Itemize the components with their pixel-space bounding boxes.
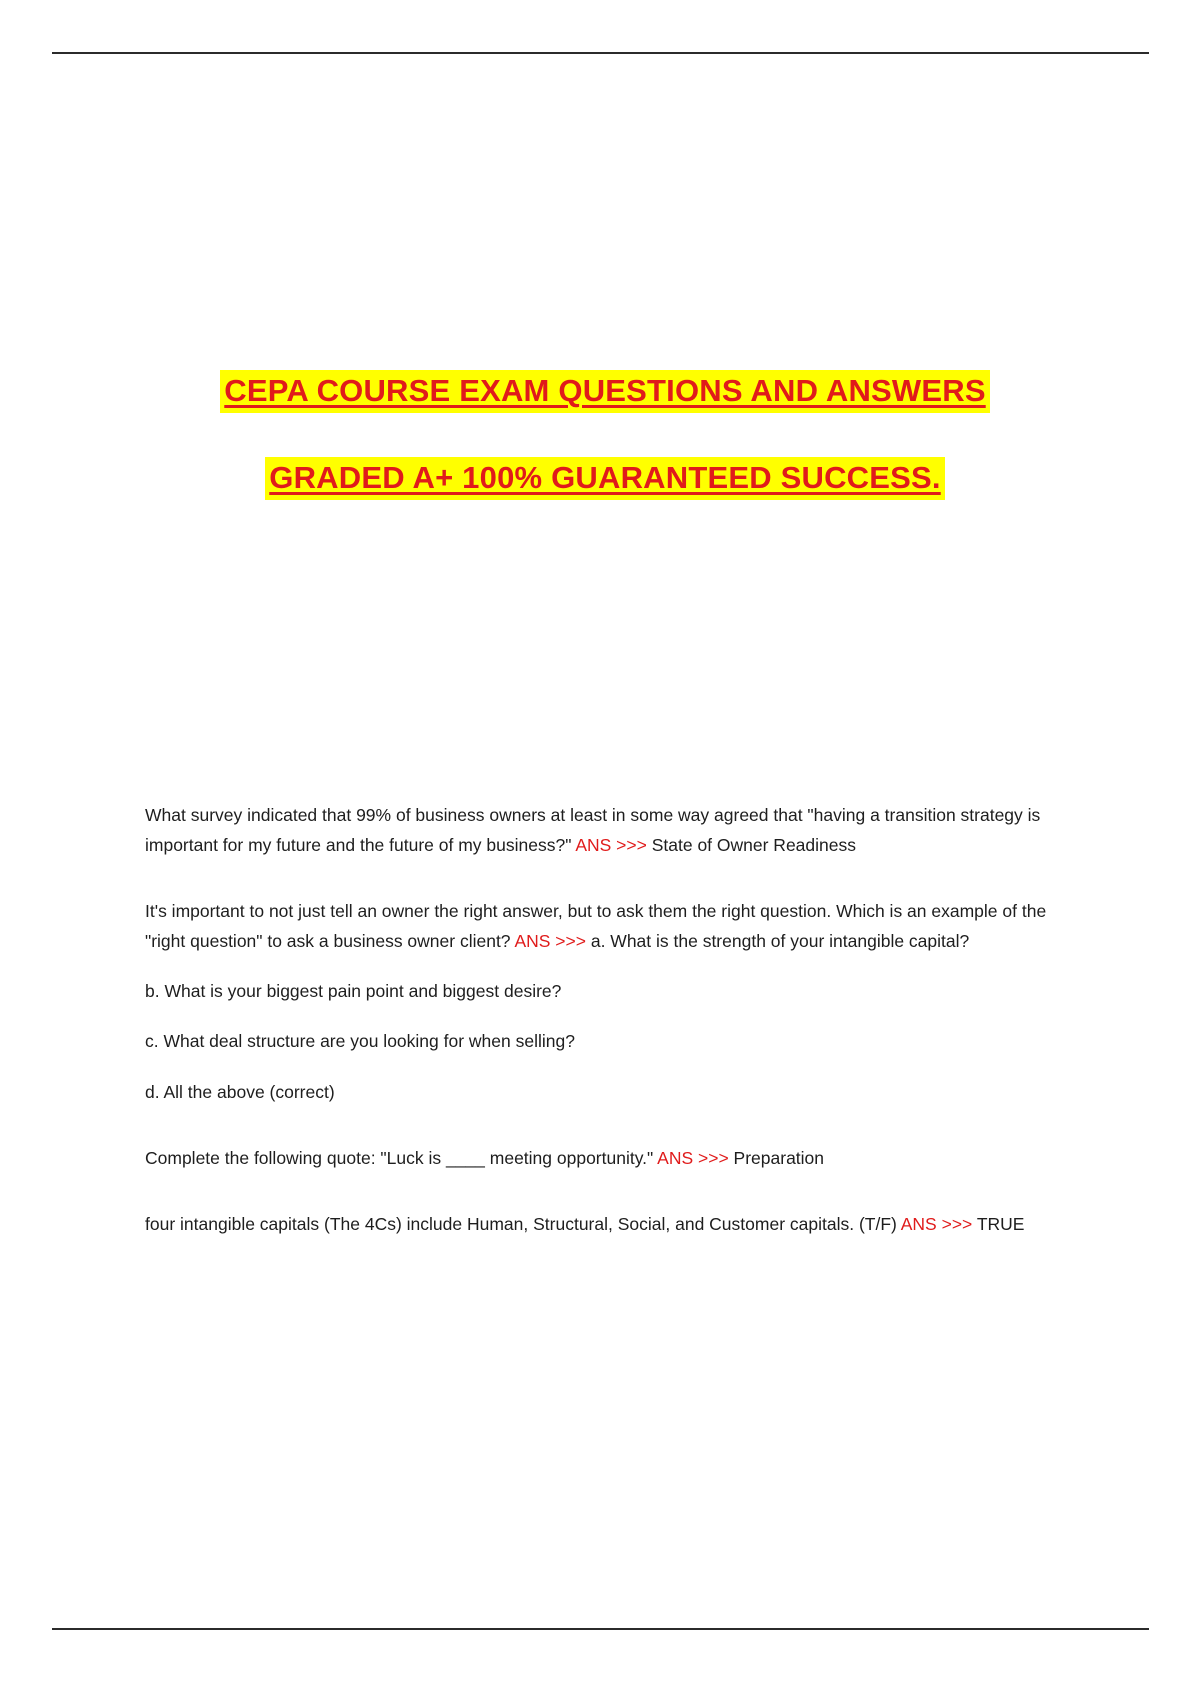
- title-line-2: GRADED A+ 100% GUARANTEED SUCCESS.: [265, 457, 944, 500]
- footer-rule: [52, 1628, 1149, 1630]
- answer-marker: ANS >>>: [575, 835, 647, 856]
- question-text: What survey indicated that 99% of business owners at least in some way agreed that "having a transition strategy is important for my future and the future of my business?": [145, 805, 1041, 856]
- qa-option: b. What is your biggest pain point and biggest desire?: [145, 981, 562, 1002]
- qa-question-line: [145, 896, 1075, 956]
- answer-text: Preparation: [733, 1147, 825, 1168]
- answer-marker: ANS >>>: [657, 1147, 729, 1168]
- answer-text: TRUE: [976, 1213, 1025, 1234]
- qa-item: [145, 800, 1075, 860]
- question-text: It's important to not just tell an owner the right answer, but to ask them the right question. Which is an example of the "right question" to ask a business owner client?: [145, 901, 1047, 952]
- qa-question-line: [145, 1143, 1075, 1173]
- qa-option: d. All the above (correct): [145, 1081, 335, 1102]
- qa-question-line: [145, 800, 1075, 860]
- qa-item: [145, 1209, 1075, 1239]
- answer-text: State of Owner Readiness: [651, 835, 856, 856]
- answer-marker: ANS >>>: [514, 931, 586, 952]
- qa-option: c. What deal structure are you looking for when selling?: [145, 1031, 575, 1052]
- qa-item: [145, 896, 1075, 1106]
- qa-question-line: [145, 1209, 1075, 1239]
- header-rule: [52, 52, 1149, 54]
- qa-item: [145, 1143, 1075, 1173]
- answer-text: a. What is the strength of your intangible capital?: [590, 931, 970, 952]
- document-title: [145, 370, 1065, 500]
- qa-list: [145, 800, 1075, 1239]
- answer-marker: ANS >>>: [900, 1213, 973, 1234]
- title-line-1: CEPA COURSE EXAM QUESTIONS AND ANSWERS: [220, 370, 989, 413]
- question-text: four intangible capitals (The 4Cs) include Human, Structural, Social, and Customer capitals. (T/F): [145, 1213, 897, 1234]
- question-text: Complete the following quote: "Luck is ____ meeting opportunity.": [145, 1147, 654, 1168]
